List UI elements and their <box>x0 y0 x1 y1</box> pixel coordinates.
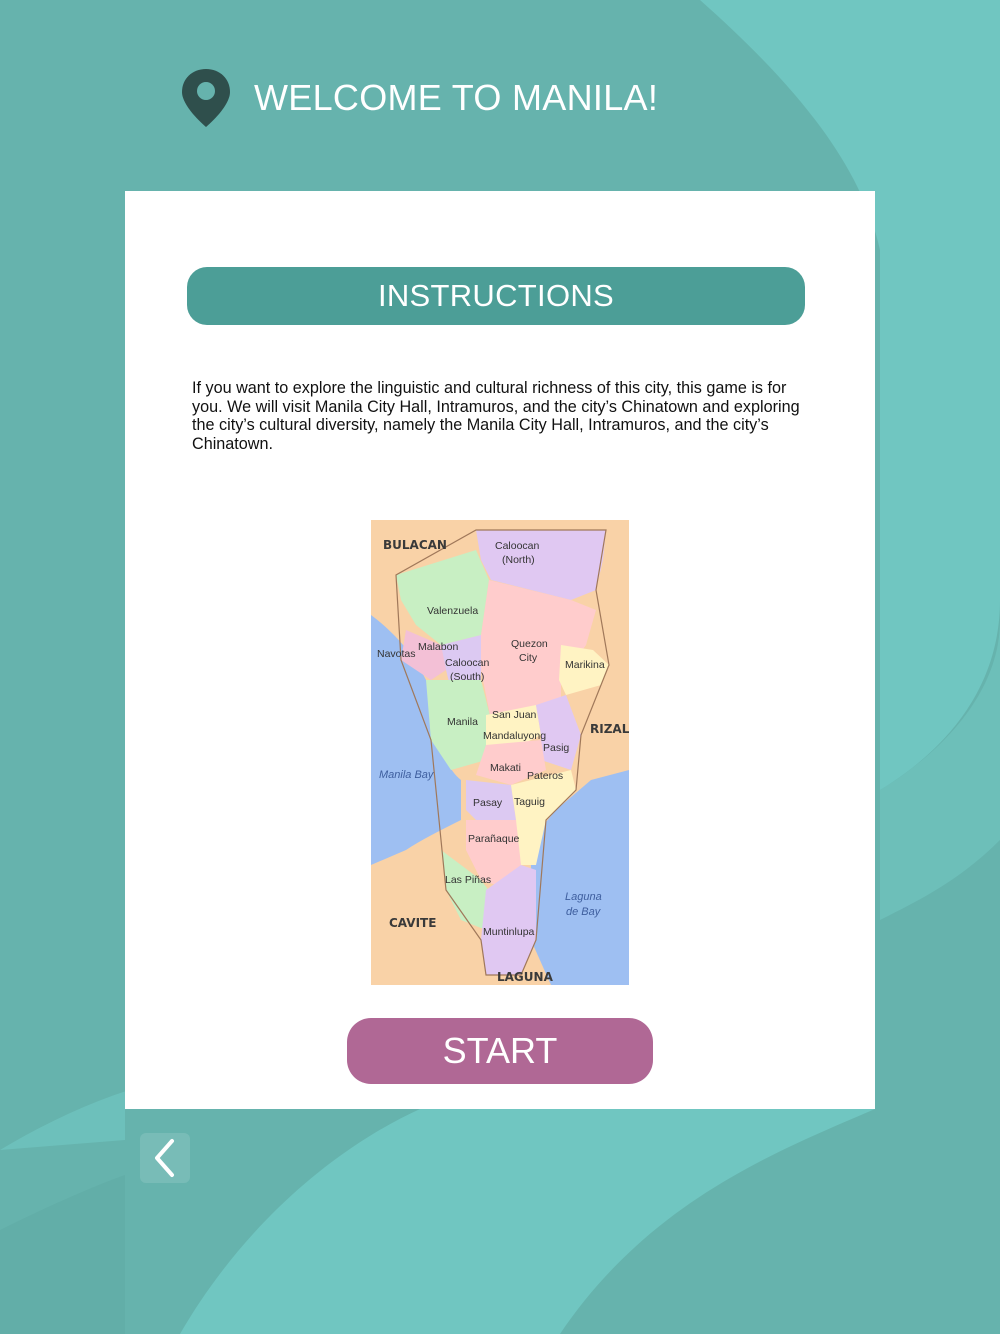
chevron-left-icon <box>150 1138 180 1178</box>
map-label-paranaque: Parañaque <box>468 833 520 845</box>
map-label-valenzuela: Valenzuela <box>427 605 479 617</box>
back-button[interactable] <box>140 1133 190 1183</box>
instructions-heading: INSTRUCTIONS <box>187 267 805 325</box>
map-label-laguna: LAGUNA <box>497 970 553 984</box>
instructions-card <box>125 191 875 1109</box>
map-label-manila: Manila <box>447 716 478 728</box>
instructions-text: If you want to explore the linguistic and cultural richness of this city, this game is for you. We will visit Manila City Hall, Intramuros, and the city’s Chinatown and exploring the city’s cultural diversity, namely the Manila City Hall, Intramuros, and the city’s Chinatown. <box>192 379 800 453</box>
start-button[interactable]: START <box>347 1018 653 1084</box>
map-label-cavite: CAVITE <box>389 916 437 930</box>
map-label-san-juan: San Juan <box>492 709 537 721</box>
page-title: WELCOME TO MANILA! <box>254 77 659 118</box>
map-label-malabon: Malabon <box>418 641 459 653</box>
map-label-laguna-lake-sub: de Bay <box>566 906 601 918</box>
map-label-quezon: Quezon <box>511 638 548 650</box>
map-label-bulacan: BULACAN <box>383 538 447 552</box>
metro-manila-map <box>371 520 629 985</box>
page-header <box>180 66 658 130</box>
map-label-manila-bay: Manila Bay <box>379 769 434 781</box>
map-label-makati: Makati <box>490 762 521 774</box>
map-label-pateros: Pateros <box>527 770 564 782</box>
map-label-navotas: Navotas <box>377 648 416 660</box>
map-label-las-pinas: Las Piñas <box>445 874 492 886</box>
map-label-taguig: Taguig <box>514 796 545 808</box>
map-label-caloocan-south-sub: (South) <box>450 671 485 683</box>
map-label-pasig: Pasig <box>543 742 570 754</box>
map-label-marikina: Marikina <box>565 659 605 671</box>
map-label-pasay: Pasay <box>473 797 503 809</box>
location-pin-icon <box>180 67 232 129</box>
map-label-laguna-lake: Laguna <box>565 891 602 903</box>
map-label-caloocan-north: Caloocan <box>495 540 540 552</box>
map-label-quezon-city: City <box>519 652 538 664</box>
map-label-muntinlupa: Muntinlupa <box>483 926 535 938</box>
map-label-caloocan-north-sub: (North) <box>502 554 535 566</box>
map-label-mandaluyong: Mandaluyong <box>483 730 547 742</box>
map-label-caloocan-south: Caloocan <box>445 657 490 669</box>
map-label-rizal: RIZAL <box>590 722 629 736</box>
